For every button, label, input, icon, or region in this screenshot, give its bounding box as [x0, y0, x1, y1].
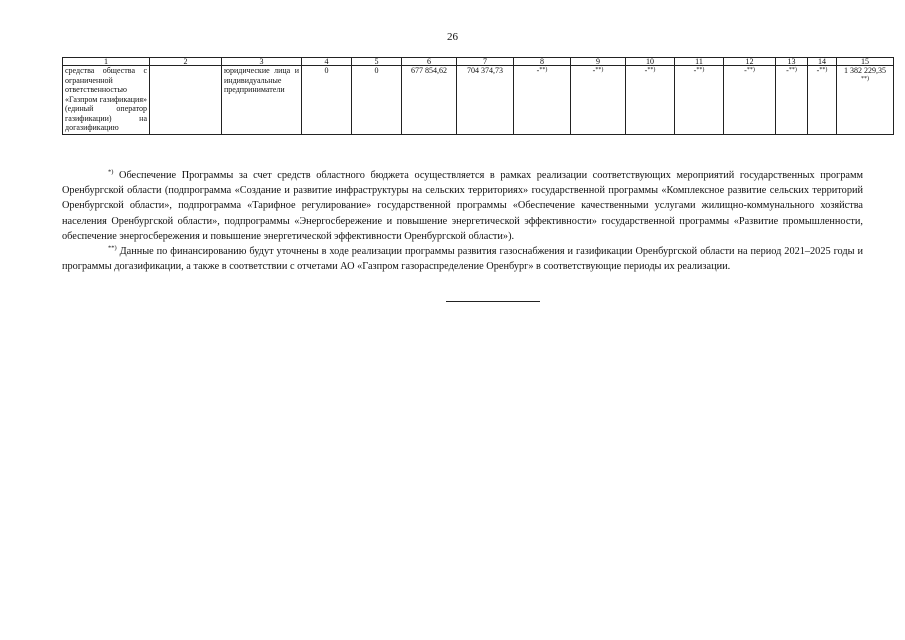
recipient-cell: юридические лица и индивидуальные предприниматели [222, 66, 302, 135]
dash-value: - [536, 66, 540, 75]
footnote-mark: **) [647, 67, 656, 73]
total-cell [837, 66, 894, 135]
value-cell: 0 [302, 66, 352, 135]
column-number: 6 [402, 58, 457, 66]
value-cell: 677 854,62 [402, 66, 457, 135]
footnote-mark: **) [819, 67, 828, 73]
column-number: 12 [724, 58, 776, 66]
dash-value: - [693, 66, 697, 75]
column-number: 2 [150, 58, 222, 66]
column-number: 11 [675, 58, 724, 66]
value-cell [675, 66, 724, 135]
column-number: 8 [514, 58, 571, 66]
page-number: 26 [447, 31, 458, 43]
footnote-2 [62, 244, 863, 274]
column-number: 14 [808, 58, 837, 66]
dash-value: - [816, 66, 820, 75]
empty-cell [150, 66, 222, 135]
column-number: 10 [626, 58, 675, 66]
column-number: 3 [222, 58, 302, 66]
column-number: 9 [571, 58, 626, 66]
dash-value: - [644, 66, 648, 75]
value-cell [724, 66, 776, 135]
dash-value: - [592, 66, 596, 75]
column-number: 7 [457, 58, 514, 66]
dash-value: - [744, 66, 747, 75]
column-number: 5 [352, 58, 402, 66]
value-cell [776, 66, 808, 135]
value-cell [514, 66, 571, 135]
value-cell: 0 [352, 66, 402, 135]
funding-source-cell: средства обществa с ограниченной ответственностью «Газпром газификация» (единый оператор газификации) на догазификацию [63, 66, 150, 135]
footnote-mark: **) [696, 67, 705, 73]
column-number: 1 [63, 58, 150, 66]
value-cell [808, 66, 837, 135]
footnotes [62, 168, 863, 274]
column-number: 15 [837, 58, 894, 66]
table-row [63, 66, 894, 135]
footnote-mark: **) [788, 67, 797, 73]
total-value: 1 382 229,35 [844, 66, 886, 75]
footnote-mark: **) [595, 67, 604, 73]
end-rule-divider [446, 301, 540, 302]
footnote-1 [62, 168, 863, 244]
footnote-2-mark: **) [108, 244, 117, 252]
footnote-mark: **) [539, 67, 548, 73]
column-number: 13 [776, 58, 808, 66]
column-number-row [63, 58, 894, 66]
value-cell [626, 66, 675, 135]
footnote-1-mark: *) [108, 168, 114, 176]
value-cell: 704 374,73 [457, 66, 514, 135]
dash-value: - [786, 66, 789, 75]
budget-table [62, 57, 894, 135]
footnote-2-text: Данные по финансированию будут уточнены в ходе реализации программы развития газоснабжения и газификации Оренбургской области на период 2021–2025 годы и программы догазификации, а также в соответствии с отчетами АО «Газпром газораспределение Оренбург» в соответствующие периоды их реализации. [62, 246, 863, 273]
footnote-1-text: Обеспечение Программы за счет средств областного бюджета осуществляется в рамках реализации соответствующих мероприятий государственных программ Оренбургской области (подпрограмма «Создание и развитие инфраструктуры на сельских территориях» государственной программы «Комплексное развитие сельских территорий Оренбургской области», подпрограмма «Тарифное регулирование» государственной программы «Обеспечение качественными услугами жилищно-коммунального хозяйства населения Оренбургской области», подпрограммы «Энергосбережение и повышение энергетической эффективности» государственной программы «Развитие промышленности, обеспечение энергосбережения и повышение энергетической эффективности Оренбургской области»). [62, 170, 864, 242]
column-number: 4 [302, 58, 352, 66]
footnote-mark: **) [861, 75, 869, 82]
value-cell [571, 66, 626, 135]
footnote-mark: **) [746, 67, 755, 73]
